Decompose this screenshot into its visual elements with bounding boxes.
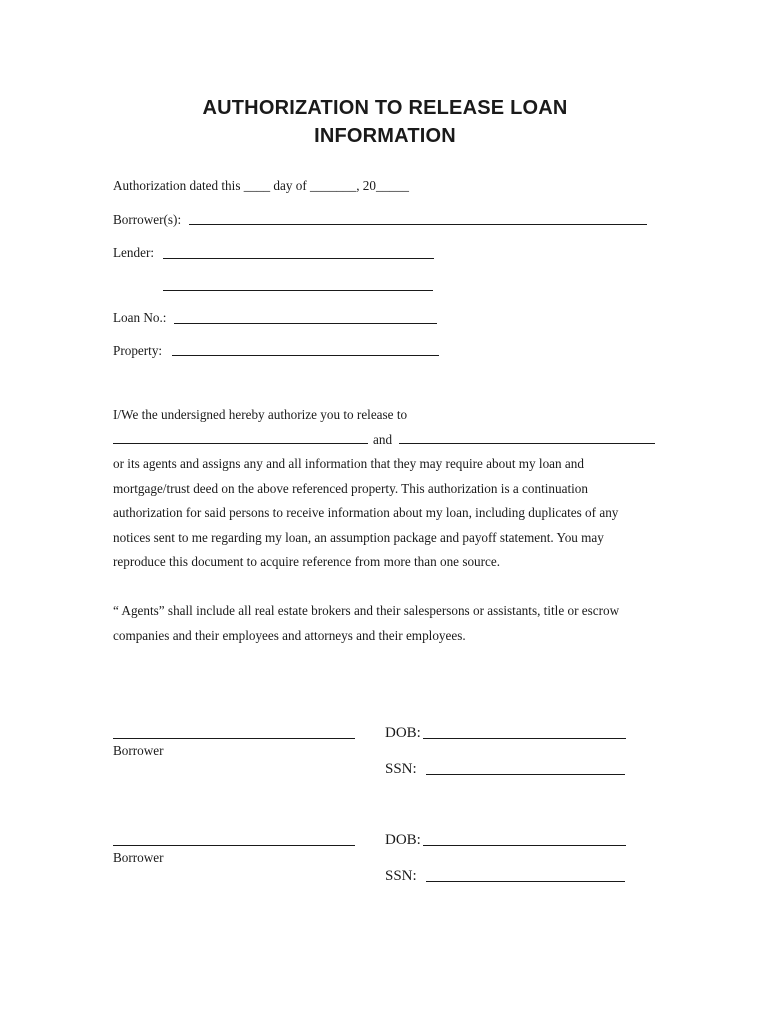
lender-label: Lender: <box>113 245 155 260</box>
lender-field[interactable] <box>163 258 434 259</box>
paragraph-line: authorization for said persons to receive information about my loan, including duplicates of any <box>113 505 619 521</box>
property-label: Property: <box>113 343 163 358</box>
dob-field[interactable] <box>423 738 626 739</box>
title-line-2: INFORMATION <box>314 125 456 147</box>
loan-number-field[interactable] <box>174 323 437 324</box>
and-word: and <box>373 432 393 447</box>
borrower-label: Borrower <box>113 850 164 865</box>
paragraph-line: “ Agents” shall include all real estate brokers and their salespersons or assistants, title or escrow <box>113 603 620 618</box>
authorize-intro: I/We the undersigned hereby authorize you to release to <box>113 407 408 422</box>
dob-label: DOB: <box>385 725 421 741</box>
authorization-date-line: Authorization dated this ____ day of _______, 20_____ <box>113 178 409 193</box>
dob-field[interactable] <box>423 845 626 846</box>
borrower-label: Borrower <box>113 743 164 758</box>
paragraph-line: or its agents and assigns any and all information that they may require about my loan and <box>113 456 584 471</box>
agents-definition-paragraph <box>113 599 658 648</box>
paragraph-line: mortgage/trust deed on the above referenced property. This authorization is a continuation <box>113 480 588 496</box>
ssn-field[interactable] <box>426 881 625 882</box>
ssn-field[interactable] <box>426 774 625 775</box>
release-to-field-2[interactable] <box>399 443 655 444</box>
release-to-field-1[interactable] <box>113 443 368 444</box>
paragraph-line: reproduce this document to acquire reference from more than one source. <box>113 554 501 570</box>
paragraph-line: companies and their employees and attorneys and their employees. <box>113 627 466 643</box>
loan-number-label: Loan No.: <box>113 310 167 325</box>
property-field[interactable] <box>172 355 439 356</box>
authorization-paragraph <box>113 452 658 575</box>
borrowers-field[interactable] <box>189 224 647 225</box>
title-line-1: AUTHORIZATION TO RELEASE LOAN <box>202 97 568 119</box>
borrowers-label: Borrower(s): <box>113 212 182 227</box>
ssn-label: SSN: <box>385 761 417 777</box>
document-title <box>0 94 770 150</box>
borrower-signature-field[interactable] <box>113 738 355 739</box>
paragraph-line: notices sent to me regarding my loan, an assumption package and payoff statement. You may <box>113 529 604 545</box>
dob-label: DOB: <box>385 832 421 848</box>
lender-field-line-2[interactable] <box>163 290 433 291</box>
borrower-signature-field[interactable] <box>113 845 355 846</box>
ssn-label: SSN: <box>385 868 417 884</box>
